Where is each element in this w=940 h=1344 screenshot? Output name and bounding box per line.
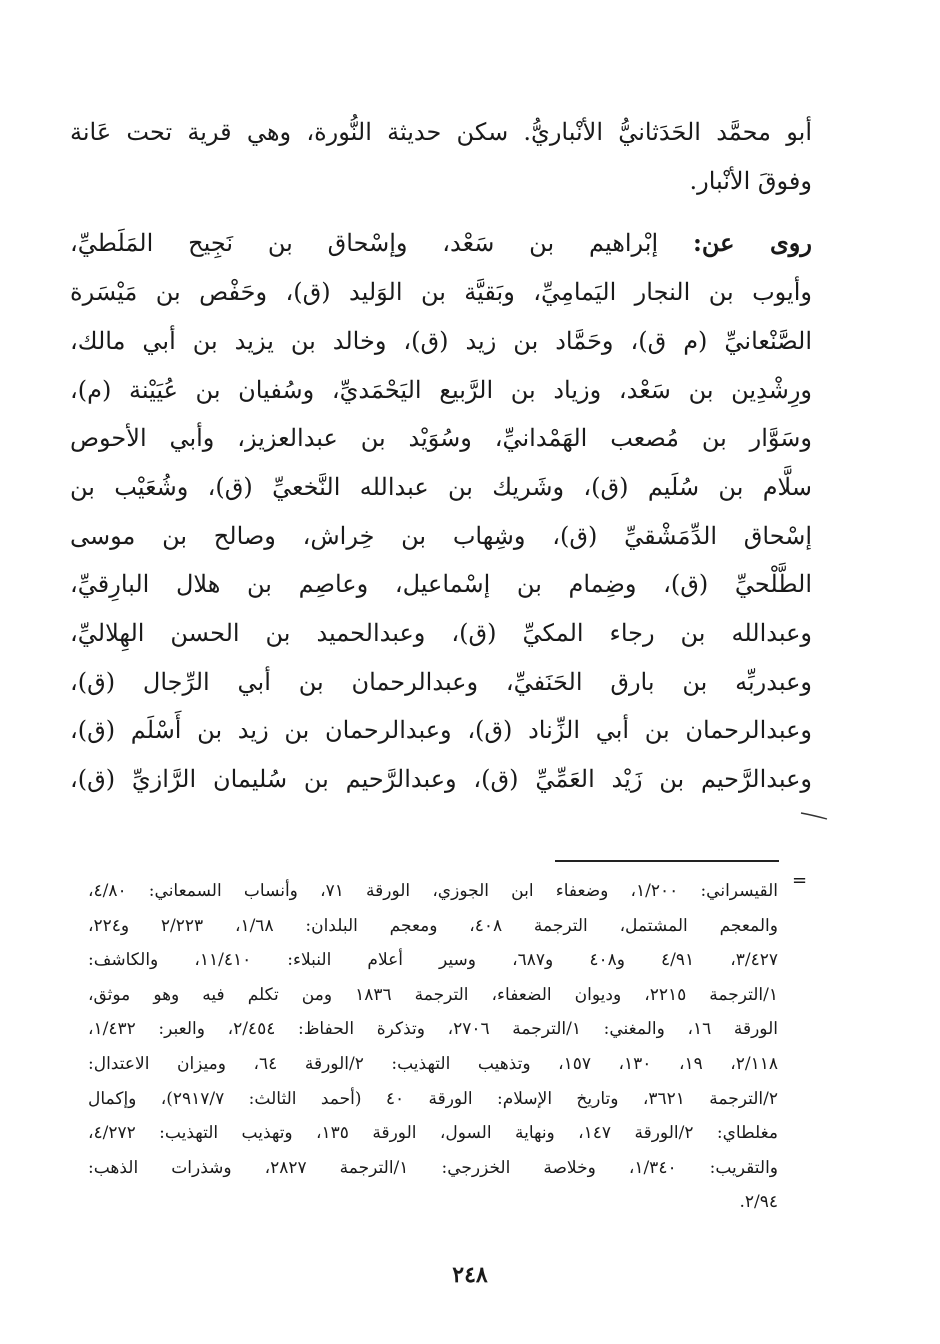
footnote-line: ٢/٩٤. bbox=[739, 1192, 778, 1213]
footnote-line: والتقريب: ١/٣٤٠، وخلاصة الخزرجي: ١/الترجمة ٢٨٢٧، وشذرات الذهب: bbox=[88, 1157, 778, 1178]
text-line: أبو محمَّد الحَدَثانيُّ الأنْباريُّ. سكن حديثة النُّورة، وهي قرية تحت عَانة bbox=[70, 118, 812, 146]
text-line: وعبدالله بن رجاء المكيِّ (ق)، وعبدالحميد بن الحسن الهِلاليِّ، bbox=[70, 619, 812, 648]
narration-first-text: إبْراهيم بن سَعْد، وإسْحاق بن نَجِيح المَلَطيِّ، bbox=[70, 229, 659, 258]
footnote-line: والمعجم المشتمل، الترجمة ٤٠٨، ومعجم البلدان: ١/٦٨، ٢/٢٢٣ و٢٢٤، bbox=[88, 915, 778, 936]
text-line: وعبدربِّه بن بارق الحَنَفيِّ، وعبدالرحمان بن أبي الرِّجال (ق)، bbox=[70, 667, 812, 696]
text-line: إسْحاق الدِّمَشْقيِّ (ق)، وشِهاب بن خِراش، وصالح بن موسى bbox=[70, 521, 812, 550]
footnote-separator bbox=[555, 860, 779, 862]
footnotes bbox=[88, 874, 778, 1220]
text-line: وفوقَ الأنْبار. bbox=[689, 166, 812, 195]
text-line: الطَّلْحيِّ (ق)، وضِمام بن إسْماعيل، وعاصِم بن هلال البارِقيِّ، bbox=[70, 570, 812, 599]
text-line: ورِشْدِين بن سَعْد، وزياد بن الرَّبيع اليَحْمَديِّ، وسُفيان بن عُيَيْنة (م)، bbox=[70, 375, 812, 404]
text-line: وعبدالرَّحيم بن زَيْد العَمِّيِّ (ق)، وعبدالرَّحيم بن سُليمان الرَّازيِّ (ق)، bbox=[70, 765, 812, 794]
page-number: ٢٤٨ bbox=[452, 1262, 488, 1288]
footnote-line: ٢/الترجمة ٣٦٢١، وتاريخ الإسلام: الورقة ٤٠ (أحمد الثالث: ٢٩١٧/٧)، وإكمال bbox=[88, 1088, 778, 1109]
footnote-line: القيسراني: ١/٢٠٠، وضعفاء ابن الجوزي، الورقة ٧١، وأنساب السمعاني: ٤/٨٠، bbox=[88, 881, 778, 901]
continuation-tick bbox=[800, 812, 828, 820]
footnote-line: مغلطاي: ٢/الورقة ١٤٧، ونهاية السول، الورقة ١٣٥، وتهذيب التهذيب: ٤/٢٧٢، bbox=[88, 1123, 778, 1144]
footnote-continuation-marker: = bbox=[792, 870, 808, 891]
footnote-line: ٢/١١٨، ١٩، ١٣٠، ١٥٧، وتذهيب التهذيب: ٢/الورقة ٦٤، وميزان الاعتدال: bbox=[88, 1053, 778, 1074]
footnote-line: ٣/٤٢٧، ٤/٩١ و٤٠٨ و٦٨٧، وسير أعلام النبلاء: ١١/٤١٠، والكاشف: bbox=[88, 950, 778, 971]
narration-first-line bbox=[70, 219, 812, 268]
text-line: سلَّام بن سُلَيم (ق)، وشَريك بن عبدالله النَّخعيِّ (ق)، وشُعَيْب بن bbox=[70, 472, 812, 501]
narration-label: روى عن: bbox=[692, 228, 812, 258]
footnote-line: الورقة ١٦، والمغني: ١/الترجمة ٢٧٠٦، وتذكرة الحفاظ: ٢/٤٥٤، والعبر: ١/٤٣٢، bbox=[88, 1019, 778, 1040]
text-line: وعبدالرحمان بن أبي الزِّناد (ق)، وعبدالرحمان بن زيد بن أَسْلَم (ق)، bbox=[70, 716, 812, 745]
paragraph-gap bbox=[70, 205, 812, 219]
footnote-line: ١/الترجمة ٢٢١٥، وديوان الضعفاء، الترجمة ١٨٣٦ ومن تكلم فيه وهو موثق، bbox=[88, 984, 778, 1005]
text-line: وسَوَّار بن مُصعب الهَمْدانيِّ، وسُوَيْد بن عبدالعزيز، وأبي الأحوص bbox=[70, 424, 812, 453]
text-line: الصَّنْعانيِّ (م ق)، وحَمَّاد بن زيد (ق)، وخالد بن يزيد بن أبي مالك، bbox=[70, 326, 812, 355]
text-line: وأيوب بن النجار اليَمامِيِّ، وبَقيَّة بن الوَليد (ق)، وحَفْص بن مَيْسَرة bbox=[70, 278, 812, 307]
main-text bbox=[70, 108, 812, 804]
